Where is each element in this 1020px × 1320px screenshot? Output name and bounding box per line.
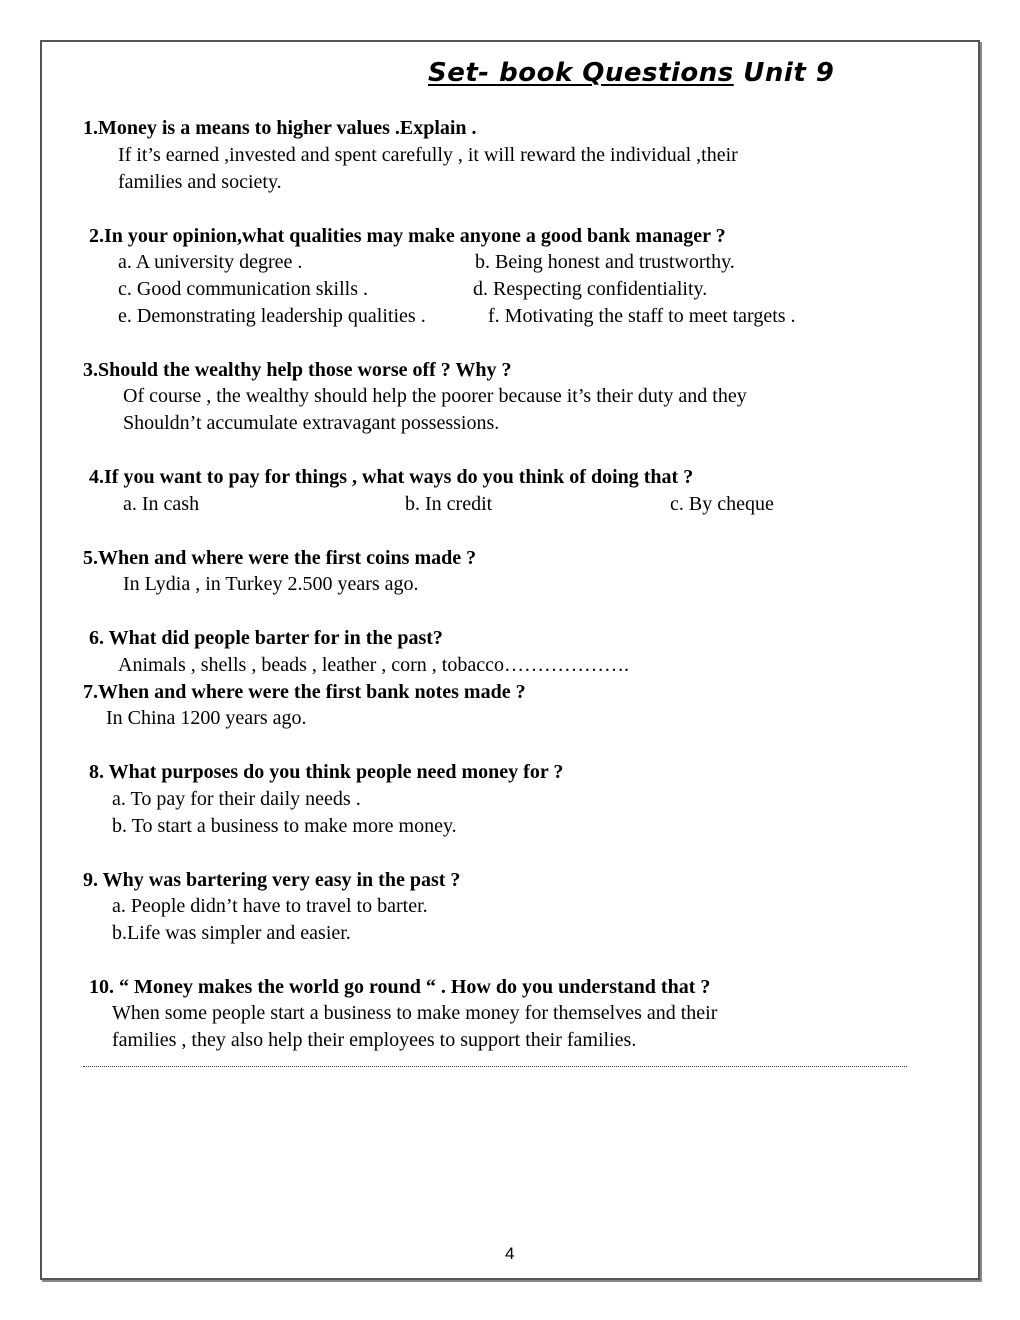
option-4b: b. In credit bbox=[405, 493, 493, 515]
answer-3-line-2: Shouldn’t accumulate extravagant possessions. bbox=[123, 412, 500, 434]
answer-1-line-2: families and society. bbox=[118, 171, 282, 193]
option-4c: c. By cheque bbox=[670, 493, 774, 515]
question-4: 4.If you want to pay for things , what ways do you think of doing that ? bbox=[89, 466, 694, 488]
question-7: 7.When and where were the first bank notes made ? bbox=[83, 681, 526, 703]
answer-1-line-1: If it’s earned ,invested and spent carefully , it will reward the individual ,their bbox=[118, 144, 738, 166]
answer-10-line-1: When some people start a business to make money for themselves and their bbox=[112, 1002, 718, 1024]
answer-8-line-1: a. To pay for their daily needs . bbox=[112, 788, 361, 810]
option-4a: a. In cash bbox=[123, 493, 200, 515]
question-3: 3.Should the wealthy help those worse off ? Why ? bbox=[83, 359, 512, 381]
option-2c: c. Good communication skills . bbox=[118, 278, 368, 300]
question-2: 2.In your opinion,what qualities may make anyone a good bank manager ? bbox=[89, 225, 726, 247]
option-2f: f. Motivating the staff to meet targets . bbox=[488, 305, 796, 327]
answer-9-line-1: a. People didn’t have to travel to barter. bbox=[112, 895, 428, 917]
option-2e: e. Demonstrating leadership qualities . bbox=[118, 305, 426, 327]
answer-9-line-2: b.Life was simpler and easier. bbox=[112, 922, 351, 944]
question-5: 5.When and where were the first coins made ? bbox=[83, 547, 477, 569]
question-9: 9. Why was bartering very easy in the past ? bbox=[83, 869, 461, 891]
question-6: 6. What did people barter for in the past? bbox=[89, 627, 443, 649]
dotted-divider bbox=[83, 1066, 907, 1067]
question-1: 1.Money is a means to higher values .Explain . bbox=[83, 117, 477, 139]
option-2a: a. A university degree . bbox=[118, 251, 303, 273]
question-10: 10. “ Money makes the world go round “ . How do you understand that ? bbox=[89, 976, 711, 998]
title-unit: Unit 9 bbox=[733, 58, 835, 88]
option-2b: b. Being honest and trustworthy. bbox=[475, 251, 735, 273]
answer-3-line-1: Of course , the wealthy should help the poorer because it’s their duty and they bbox=[123, 385, 747, 407]
question-8: 8. What purposes do you think people need money for ? bbox=[89, 761, 564, 783]
answer-6: Animals , shells , beads , leather , corn , tobacco………………. bbox=[118, 654, 629, 676]
answer-7: In China 1200 years ago. bbox=[106, 707, 307, 729]
page-title bbox=[428, 58, 834, 88]
answer-5: In Lydia , in Turkey 2.500 years ago. bbox=[123, 573, 419, 595]
answer-10-line-2: families , they also help their employees to support their families. bbox=[112, 1029, 637, 1051]
answer-8-line-2: b. To start a business to make more money. bbox=[112, 815, 457, 837]
page-number: 4 bbox=[505, 1244, 515, 1263]
title-main: Set- book Questions bbox=[428, 58, 734, 88]
option-2d: d. Respecting confidentiality. bbox=[473, 278, 708, 300]
